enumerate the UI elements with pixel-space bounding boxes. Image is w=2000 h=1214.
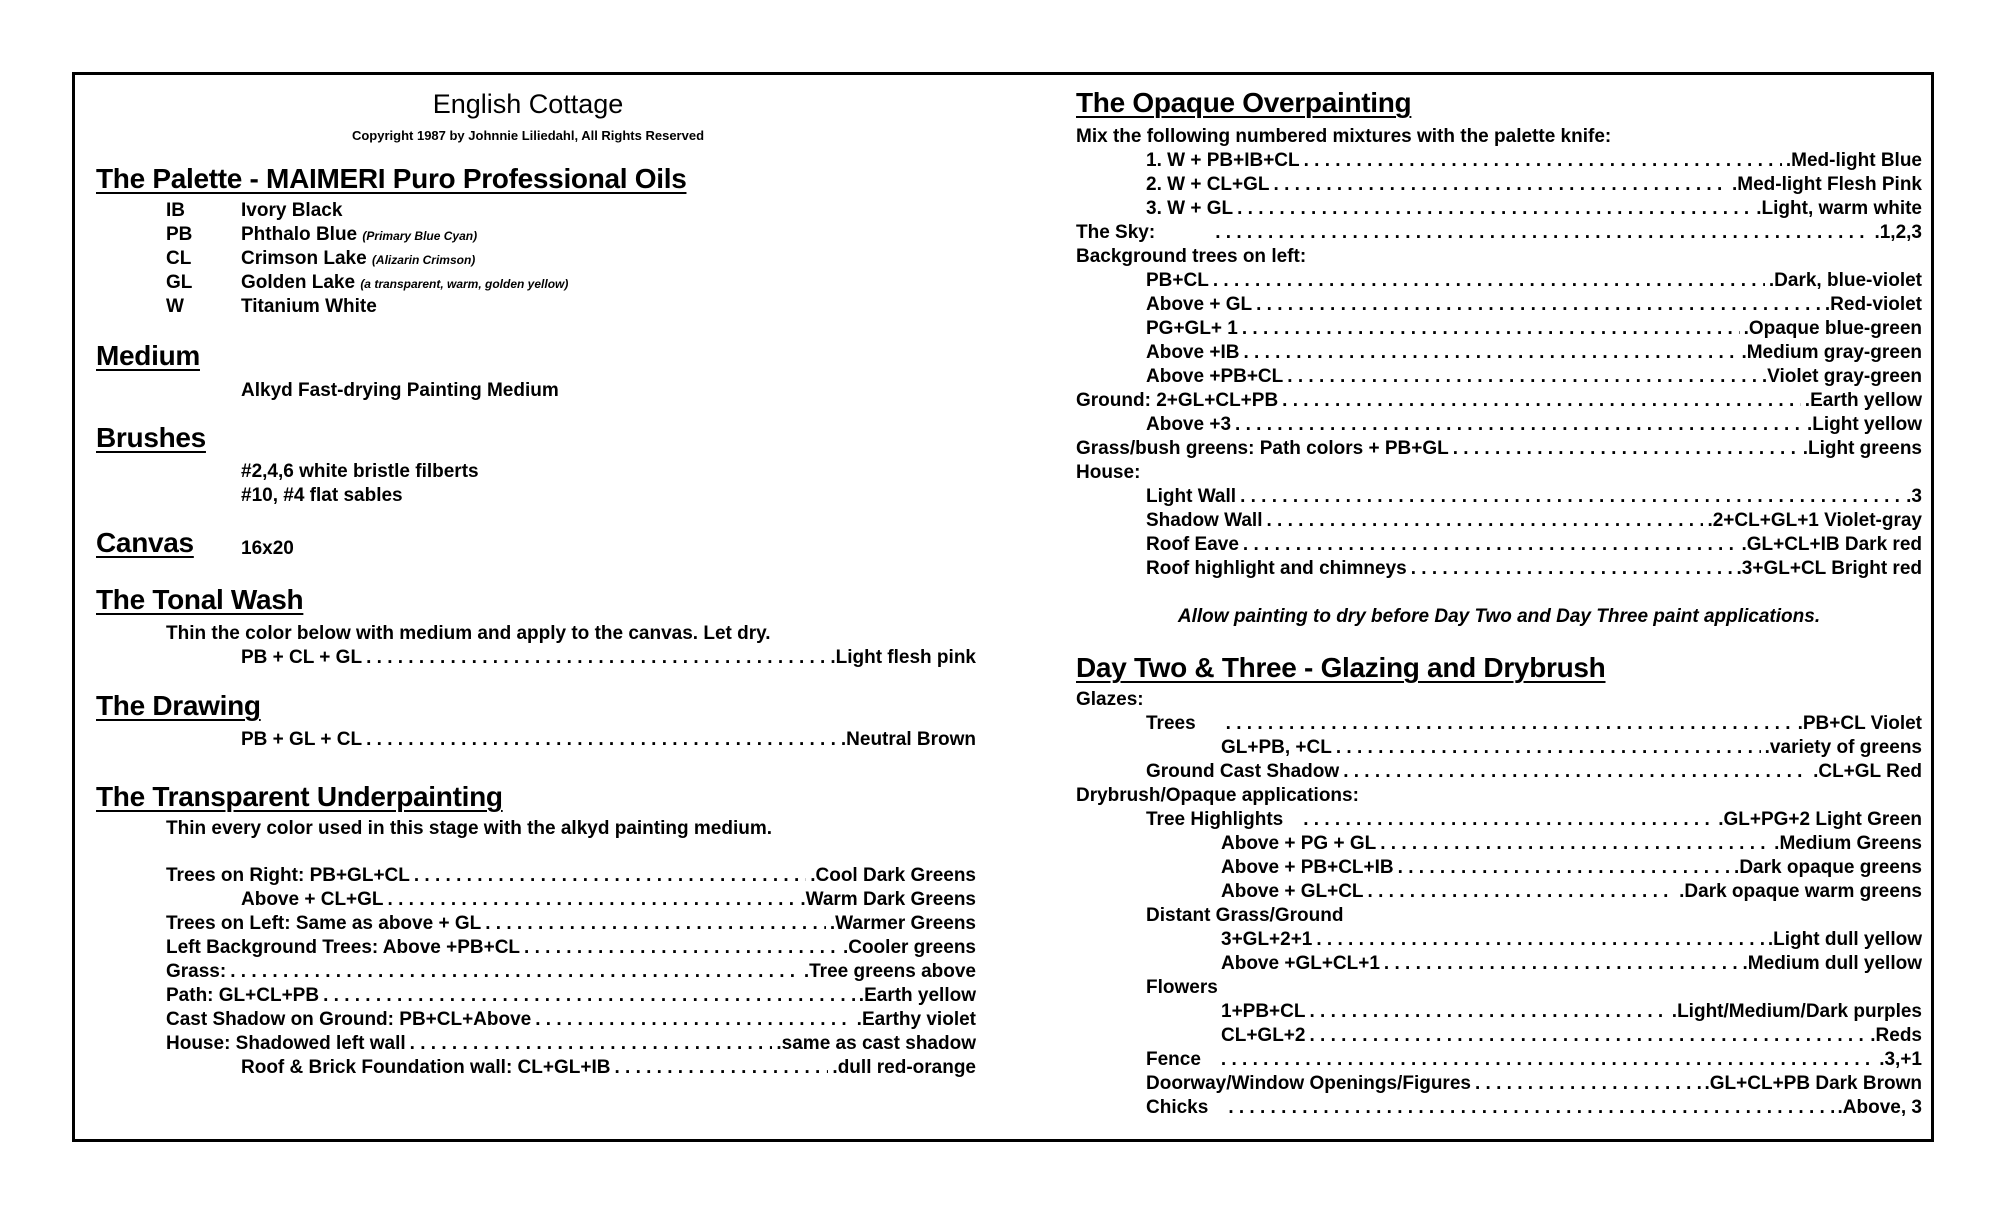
glazing-row: 3+GL+2+1 . . . .Light dull yellow	[1221, 928, 1922, 952]
drawing-heading: The Drawing	[96, 690, 261, 721]
tonal-wash-instruction: Thin the color below with medium and apply to the canvas. Let dry.	[166, 623, 771, 644]
opaque-row: Roof highlight and chimneys . . . .3+GL+CL Bright red	[1146, 557, 1922, 581]
underpainting-row: Grass: . . . .Tree greens above	[166, 960, 976, 984]
glazing-row: Trees . . . .PB+CL Violet	[1146, 712, 1922, 736]
opaque-row: Above +PB+CL . . . .Violet gray-green	[1146, 365, 1922, 389]
opaque-row: House:	[1076, 462, 1141, 483]
opaque-row: Above +3 . . . .Light yellow	[1146, 413, 1922, 437]
brush-item: #10, #4 flat sables	[241, 485, 403, 506]
glazing-row: Above + PB+CL+IB . . . .Dark opaque greens	[1221, 856, 1922, 880]
opaque-row: Shadow Wall . . . .2+CL+GL+1 Violet-gray	[1146, 509, 1922, 533]
underpainting-row: Trees on Right: PB+GL+CL . . . .Cool Dark Greens	[166, 864, 976, 888]
glazing-row: Drybrush/Opaque applications:	[1076, 785, 1359, 806]
glazing-row: Distant Grass/Ground	[1146, 905, 1344, 926]
underpainting-row: Roof & Brick Foundation wall: CL+GL+IB . . . .dull red-orange	[241, 1056, 976, 1080]
opaque-heading: The Opaque Overpainting	[1076, 87, 1412, 118]
opaque-row: Light Wall . . . .3	[1146, 485, 1922, 509]
underpainting-row: Path: GL+CL+PB . . . .Earth yellow	[166, 984, 976, 1008]
page-frame	[72, 72, 1934, 1142]
palette-color-w: W Titanium White	[166, 296, 377, 317]
palette-color-pb: PB Phthalo Blue (Primary Blue Cyan)	[166, 224, 478, 245]
glazing-row: CL+GL+2 . . . .Reds	[1221, 1024, 1922, 1048]
glazing-row: Flowers	[1146, 977, 1218, 998]
underpainting-row: Cast Shadow on Ground: PB+CL+Above . . . .Earthy violet	[166, 1008, 976, 1032]
brush-item: #2,4,6 white bristle filberts	[241, 461, 479, 482]
brushes-heading: Brushes	[96, 422, 206, 453]
glazing-heading: Day Two & Three - Glazing and Drybrush	[1076, 652, 1606, 683]
opaque-instruction: Mix the following numbered mixtures with the palette knife:	[1076, 126, 1612, 147]
underpainting-row: House: Shadowed left wall . . . .same as cast shadow	[166, 1032, 976, 1056]
opaque-row: Grass/bush greens: Path colors + PB+GL . . . .Light greens	[1076, 437, 1922, 461]
tonal-wash-mix: PB + CL + GL . . . .Light flesh pink	[241, 646, 976, 670]
glazing-row: GL+PB, +CL . . . .variety of greens	[1221, 736, 1922, 760]
opaque-row: The Sky: . . . .1,2,3	[1076, 221, 1922, 245]
underpainting-instruction: Thin every color used in this stage with the alkyd painting medium.	[166, 818, 772, 839]
glazing-row: Tree Highlights . . . .GL+PG+2 Light Green	[1146, 808, 1922, 832]
underpainting-heading: The Transparent Underpainting	[96, 781, 503, 812]
glazing-row: Ground Cast Shadow . . . .CL+GL Red	[1146, 760, 1922, 784]
drawing-mix: PB + GL + CL . . . .Neutral Brown	[241, 728, 976, 752]
tonal-wash-heading: The Tonal Wash	[96, 584, 304, 615]
page-title: English Cottage	[432, 89, 624, 119]
glazing-row: Above + PG + GL . . . .Medium Greens	[1221, 832, 1922, 856]
glazing-row: Above + GL+CL . . . .Dark opaque warm greens	[1221, 880, 1922, 904]
glazing-row: Doorway/Window Openings/Figures . . . .GL+CL+PB Dark Brown	[1146, 1072, 1922, 1096]
opaque-row: Roof Eave . . . .GL+CL+IB Dark red	[1146, 533, 1922, 557]
glazing-row: Chicks . . . .Above, 3	[1146, 1096, 1922, 1120]
opaque-row: 3. W + GL . . . .Light, warm white	[1146, 197, 1922, 221]
palette-heading: The Palette - MAIMERI Puro Professional Oils	[96, 163, 687, 194]
underpainting-row: Above + CL+GL . . . .Warm Dark Greens	[241, 888, 976, 912]
underpainting-row: Left Background Trees: Above +PB+CL . . . .Cooler greens	[166, 936, 976, 960]
opaque-row: Ground: 2+GL+CL+PB . . . .Earth yellow	[1076, 389, 1922, 413]
opaque-row: 1. W + PB+IB+CL . . . .Med-light Blue	[1146, 149, 1922, 173]
glazing-row: Fence . . . .3,+1	[1146, 1048, 1922, 1072]
glazing-row: 1+PB+CL . . . .Light/Medium/Dark purples	[1221, 1000, 1922, 1024]
opaque-row: 2. W + CL+GL . . . .Med-light Flesh Pink	[1146, 173, 1922, 197]
opaque-row: Background trees on left:	[1076, 246, 1307, 267]
palette-color-cl: CL Crimson Lake (Alizarin Crimson)	[166, 248, 476, 269]
medium-text: Alkyd Fast-drying Painting Medium	[241, 380, 559, 401]
canvas-size: 16x20	[241, 538, 294, 559]
palette-color-ib: IB Ivory Black	[166, 200, 343, 221]
glazing-row: Above +GL+CL+1 . . . .Medium dull yellow	[1221, 952, 1922, 976]
opaque-row: Above +IB . . . .Medium gray-green	[1146, 341, 1922, 365]
opaque-row: PG+GL+ 1 . . . .Opaque blue-green	[1146, 317, 1922, 341]
palette-color-gl: GL Golden Lake (a transparent, warm, golden yellow)	[166, 272, 569, 293]
opaque-row: PB+CL . . . .Dark, blue-violet	[1146, 269, 1922, 293]
drying-note: Allow painting to dry before Day Two and Day Three paint applications.	[1177, 606, 1821, 627]
underpainting-row: Trees on Left: Same as above + GL . . . .Warmer Greens	[166, 912, 976, 936]
canvas-heading: Canvas	[96, 527, 194, 558]
glazing-row: Glazes:	[1076, 689, 1144, 710]
medium-heading: Medium	[96, 340, 200, 371]
opaque-row: Above + GL . . . .Red-violet	[1146, 293, 1922, 317]
copyright-notice: Copyright 1987 by Johnnie Liliedahl, All Rights Reserved	[351, 128, 705, 143]
